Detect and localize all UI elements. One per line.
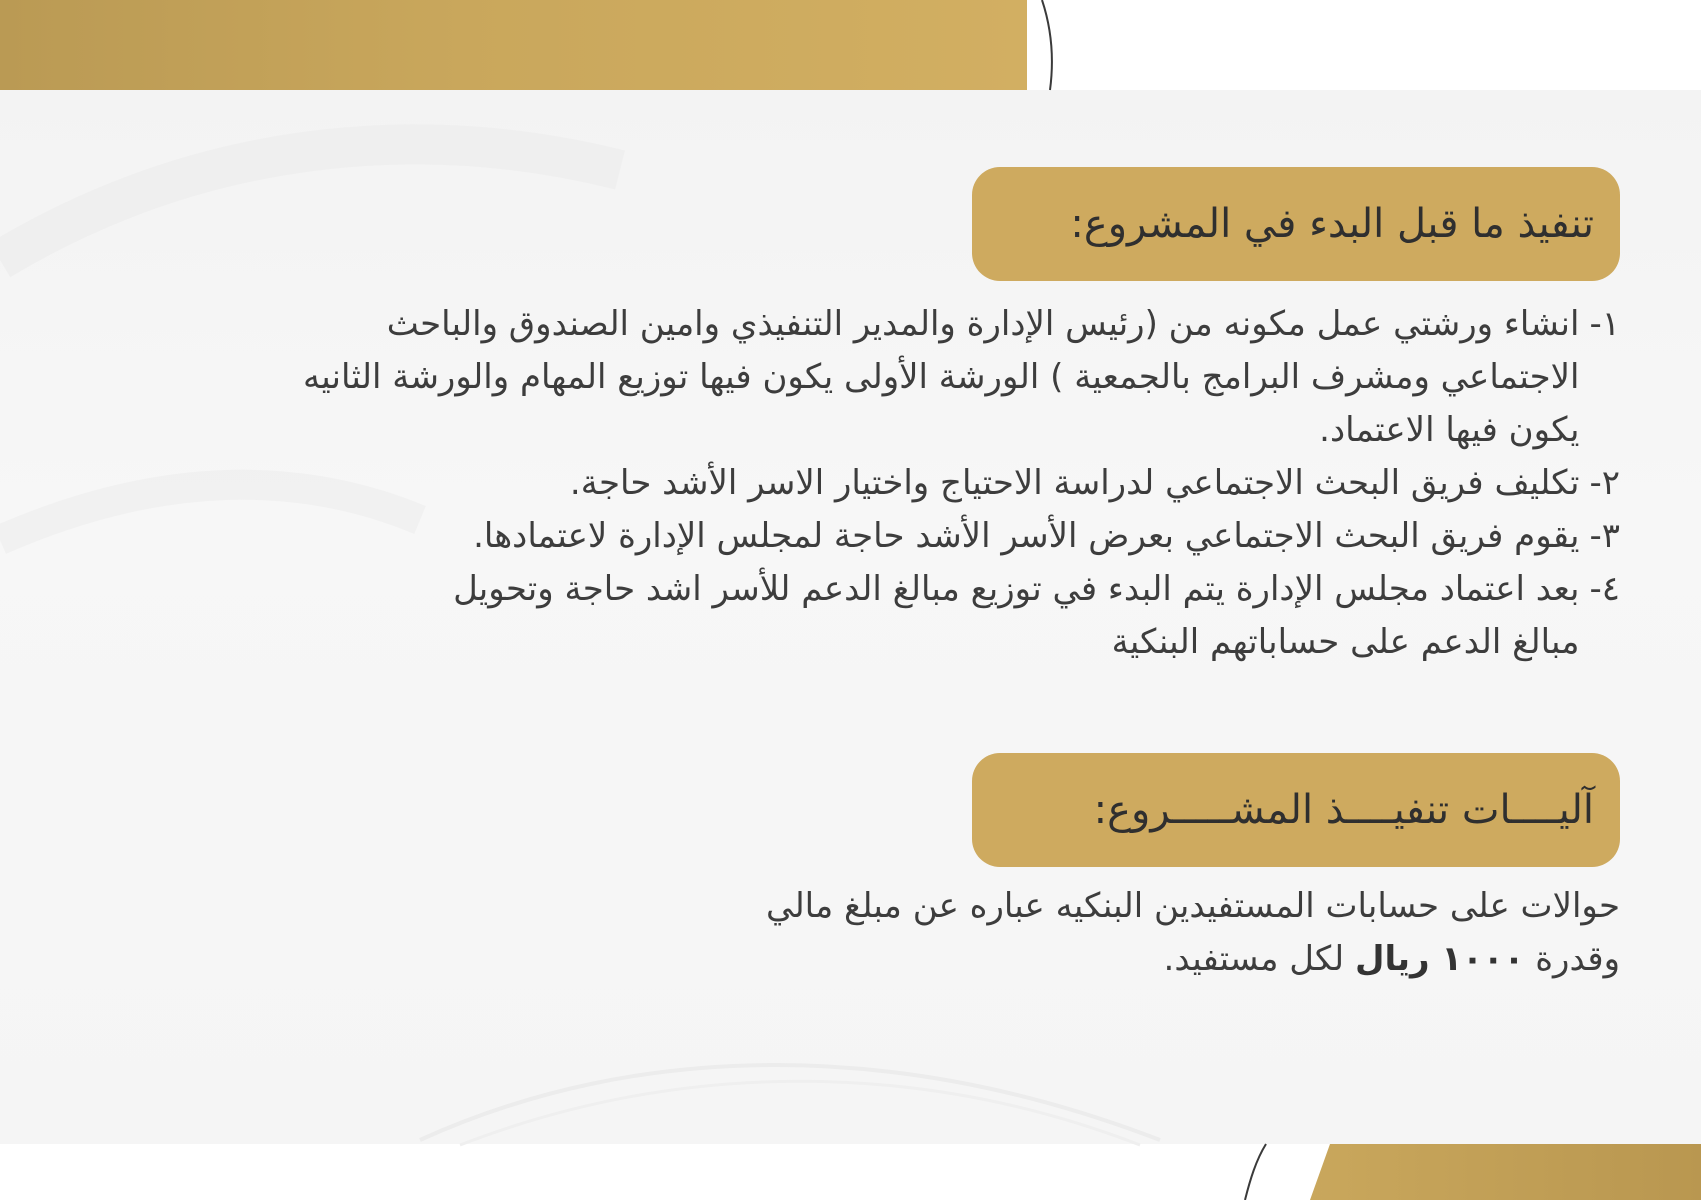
paragraph-line-2-start: وقدرة: [1524, 939, 1620, 979]
section-heading-pre-implementation: [972, 167, 1620, 281]
bottom-gold-banner: [1310, 1144, 1701, 1200]
step-item: [180, 563, 1620, 669]
top-gold-banner: [0, 0, 1027, 90]
implementation-mechanism-paragraph: [520, 880, 1620, 986]
step-number: ٤-: [1589, 569, 1620, 609]
decorative-curve-bottom: [1245, 1144, 1266, 1200]
section-heading-pre-implementation-text: تنفيذ ما قبل البدء في المشروع:: [1070, 201, 1594, 247]
step-number: ١-: [1589, 304, 1620, 344]
step-text: تكليف فريق البحث الاجتماعي لدراسة الاحتياج واختيار الاسر الأشد حاجة.: [569, 463, 1580, 503]
section-heading-implementation-mechanisms-text: آليــــات تنفيــــذ المشـــــروع:: [1093, 787, 1594, 833]
step-item: [180, 457, 1620, 510]
pre-implementation-steps: [180, 298, 1620, 669]
step-number: ٢-: [1589, 463, 1620, 503]
step-item: [180, 298, 1620, 457]
step-text: بعد اعتماد مجلس الإدارة يتم البدء في توزيع مبالغ الدعم للأسر اشد حاجة وتحويل مبالغ الدعم على حساباتهم البنكية: [453, 569, 1580, 662]
section-heading-implementation-mechanisms: [972, 753, 1620, 867]
decorative-curve-top: [1042, 0, 1052, 90]
step-item: [180, 510, 1620, 563]
paragraph-line-2: [520, 933, 1620, 986]
step-text: انشاء ورشتي عمل مكونه من (رئيس الإدارة والمدير التنفيذي وامين الصندوق والباحث الاجتماعي ومشرف البرامج بالجمعية ) الورشة الأولى يكون فيها توزيع المهام والورشة الثانيه يكون فيها الاعتماد.: [303, 304, 1580, 450]
step-number: ٣-: [1589, 516, 1620, 556]
support-amount: ١٠٠٠ ريال: [1354, 939, 1525, 979]
paragraph-line-1: حوالات على حسابات المستفيدين البنكيه عباره عن مبلغ مالي: [765, 886, 1620, 926]
step-text: يقوم فريق البحث الاجتماعي بعرض الأسر الأشد حاجة لمجلس الإدارة لاعتمادها.: [473, 516, 1580, 556]
paragraph-line-2-end: لكل مستفيد.: [1163, 939, 1355, 979]
